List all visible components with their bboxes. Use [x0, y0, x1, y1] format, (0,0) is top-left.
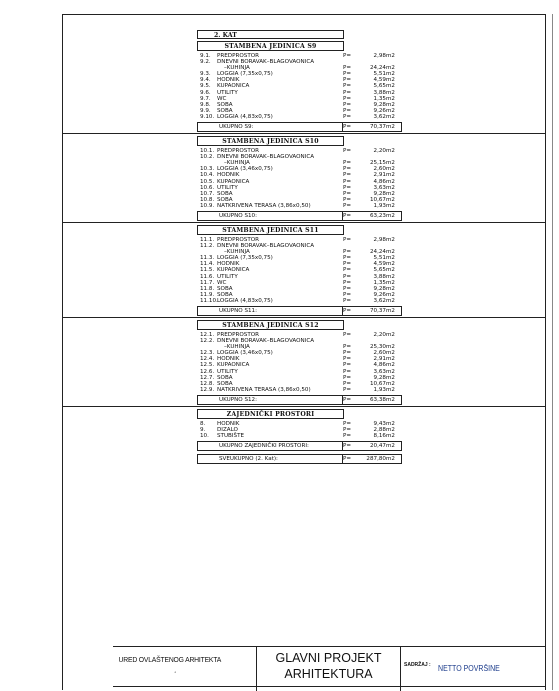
unit-total-value: 70,37m2 [369, 124, 395, 131]
room-name: HODNIK [217, 356, 240, 363]
area-prefix: P= [343, 291, 352, 298]
room-number: 10.6. [200, 184, 215, 191]
project-title-line1: GLAVNI PROJEKT [275, 651, 382, 665]
area-prefix: P= [343, 433, 352, 440]
office-name: URED OVLAŠTENOG ARHITEKTA [118, 655, 222, 664]
unit-block [197, 136, 402, 223]
unit-total-value: 70,37m2 [369, 308, 395, 314]
room-number: 9.7. [200, 95, 211, 102]
room-name: KUPAONICA [217, 83, 250, 90]
area-prefix: P= [343, 362, 352, 369]
grand-total-label: SVEUKUPNO (2. Kat): [219, 456, 278, 463]
area-value: 1,35m2 [373, 95, 395, 102]
room-number: 10.7. [200, 190, 215, 197]
area-value: 3,88m2 [373, 273, 395, 280]
title-block-content-cell [400, 647, 546, 691]
room-name: PREDPROSTOR [217, 148, 260, 155]
sheet-right-edge [552, 14, 553, 690]
area-value: 3,88m2 [373, 89, 395, 96]
room-number: 10.3. [200, 166, 215, 173]
room-number: 11.5. [200, 267, 215, 274]
room-number: 10.2. [200, 154, 215, 161]
area-prefix: P= [343, 77, 352, 84]
area-value: 2,60m2 [373, 166, 395, 173]
section-separator-line [62, 406, 546, 407]
area-prefix: P= [343, 297, 352, 304]
area-value: 3,63m2 [373, 368, 395, 375]
room-number: 11.4. [200, 261, 215, 268]
unit-header: STAMBENA JEDINICA S11 [197, 225, 344, 235]
room-number: 9. [200, 427, 206, 434]
room-number: 10.4. [200, 172, 215, 179]
room-row [197, 203, 402, 209]
room-name: UTILITY [217, 368, 238, 375]
area-value: 9,28m2 [373, 190, 395, 197]
room-number: 8. [200, 420, 206, 427]
room-number: 10.5. [200, 178, 215, 185]
room-name: NATKRIVENA TERASA (3,86x0,50) [217, 386, 311, 393]
room-name: SOBA [217, 190, 233, 197]
room-name: DNEVNI BORAVAK–BLAGOVAONICA [217, 154, 315, 161]
area-value: 2,91m2 [373, 356, 395, 363]
area-prefix: P= [343, 427, 352, 434]
room-name: KUPAONICA [217, 267, 250, 274]
unit-total-prefix: P= [343, 396, 352, 403]
title-block-project-cell [256, 647, 400, 691]
grand-total-prefix: P= [343, 456, 352, 463]
unit-total-row [197, 211, 402, 221]
unit-block [197, 41, 402, 134]
room-name: HODNIK [217, 172, 240, 179]
room-name: WC [217, 95, 227, 102]
area-value: 3,62m2 [373, 113, 395, 120]
area-prefix: P= [343, 386, 352, 393]
area-value: 25,30m2 [369, 344, 395, 351]
area-prefix: P= [343, 178, 352, 185]
unit-total-value: 63,38m2 [369, 396, 395, 403]
room-number: 11.3. [200, 255, 215, 262]
title-block-office-cell [113, 647, 245, 691]
section-separator-line [62, 133, 546, 134]
area-value: 9,28m2 [373, 285, 395, 292]
room-row [197, 298, 402, 304]
room-name: SOBA [217, 380, 233, 387]
area-prefix: P= [343, 107, 352, 114]
room-number: 11.2. [200, 243, 215, 250]
area-prefix: P= [343, 279, 352, 286]
area-value: 9,28m2 [373, 101, 395, 108]
unit-total-row [197, 122, 402, 132]
area-prefix: P= [343, 113, 352, 120]
stamp-mark: ˚ [174, 672, 176, 678]
unit-total-prefix: P= [343, 124, 352, 131]
room-number: 11.9. [200, 291, 215, 298]
area-value: 2,60m2 [373, 350, 395, 357]
room-name: KUPAONICA [217, 178, 250, 185]
area-prefix: P= [343, 202, 352, 209]
room-number: 9.9. [200, 107, 211, 114]
area-prefix: P= [343, 196, 352, 203]
room-number: 12.6. [200, 368, 215, 375]
room-name: SOBA [217, 101, 233, 108]
area-value: 9,28m2 [373, 374, 395, 381]
area-prefix: P= [343, 71, 352, 78]
area-value: 5,65m2 [373, 267, 395, 274]
area-prefix: P= [343, 267, 352, 274]
room-number: 9.10. [200, 113, 215, 120]
unit-header: STAMBENA JEDINICA S10 [197, 136, 344, 146]
title-block [113, 646, 546, 691]
room-number: 12.8. [200, 380, 215, 387]
room-name: LOGGIA (4,83x0,75) [217, 113, 273, 120]
area-value: 1,35m2 [373, 279, 395, 286]
unit-total-label: UKUPNO ZAJEDNIČKI PROSTORI: [219, 443, 309, 450]
area-value: 2,91m2 [373, 172, 395, 179]
area-prefix: P= [343, 420, 352, 427]
area-value: 2,98m2 [373, 53, 395, 59]
area-prefix: P= [343, 368, 352, 375]
area-prefix: P= [343, 160, 352, 167]
room-row [197, 114, 402, 120]
area-prefix: P= [343, 53, 352, 59]
room-number: 12.1. [200, 332, 215, 338]
area-prefix: P= [343, 184, 352, 191]
room-name: HODNIK [217, 261, 240, 268]
grand-total-row [197, 454, 402, 464]
units-container [197, 41, 402, 453]
room-number: 12.9. [200, 386, 215, 393]
room-name: LOGGIA (4,83x0,75) [217, 297, 273, 304]
room-name: SOBA [217, 107, 233, 114]
area-prefix: P= [343, 148, 352, 155]
room-name: –KUHINJA [224, 160, 250, 167]
room-number: 9.5. [200, 83, 211, 90]
area-value: 2,98m2 [373, 236, 395, 243]
section-separator-line [62, 317, 546, 318]
unit-header: ZAJEDNIČKI PROSTORI [197, 409, 344, 419]
area-value: 3,62m2 [373, 297, 395, 304]
unit-block [197, 320, 402, 407]
room-row [197, 387, 402, 393]
area-value: 5,51m2 [373, 71, 395, 78]
area-prefix: P= [343, 172, 352, 179]
room-name: UTILITY [217, 89, 238, 96]
area-prefix: P= [343, 261, 352, 268]
unit-total-row [197, 441, 402, 451]
room-name: DNEVNI BORAVAK–BLAGOVAONICA [217, 59, 315, 66]
area-prefix: P= [343, 166, 352, 173]
room-name: NATKRIVENA TERASA (3,86x0,50) [217, 202, 311, 209]
unit-total-prefix: P= [343, 308, 352, 314]
area-value: 4,86m2 [373, 362, 395, 369]
room-number: 11.10. [200, 297, 218, 304]
room-number: 12.3. [200, 350, 215, 357]
area-value: 1,93m2 [373, 202, 395, 209]
room-name: SOBA [217, 285, 233, 292]
room-number: 12.2. [200, 338, 215, 345]
area-value: 2,20m2 [373, 148, 395, 155]
room-name: LOGGIA (7,35x0,75) [217, 71, 273, 78]
room-name: DNEVNI BORAVAK–BLAGOVAONICA [217, 243, 315, 250]
area-value: 9,43m2 [373, 420, 395, 427]
room-name: PREDPROSTOR [217, 236, 260, 243]
content-value: NETTO POVRŠINE [438, 664, 500, 673]
unit-total-label: UKUPNO S10: [219, 212, 257, 219]
unit-total-prefix: P= [343, 443, 352, 450]
content-label: SADRŽAJ : [404, 662, 431, 668]
room-name: SOBA [217, 196, 233, 203]
area-value: 25,15m2 [369, 160, 395, 167]
room-number: 9.8. [200, 101, 211, 108]
unit-total-label: UKUPNO S9: [219, 124, 254, 131]
area-prefix: P= [343, 83, 352, 90]
room-name: DIZALO [217, 427, 238, 434]
area-table [197, 30, 402, 464]
area-value: 4,59m2 [373, 77, 395, 84]
room-number: 11.6. [200, 273, 215, 280]
area-prefix: P= [343, 356, 352, 363]
area-prefix: P= [343, 273, 352, 280]
area-prefix: P= [343, 255, 352, 262]
room-number: 9.3. [200, 71, 211, 78]
area-value: 24,24m2 [369, 65, 395, 72]
area-prefix: P= [343, 101, 352, 108]
room-number: 11.1. [200, 236, 215, 243]
area-prefix: P= [343, 350, 352, 357]
room-name: DNEVNI BORAVAK–BLAGOVAONICA [217, 338, 315, 345]
room-name: PREDPROSTOR [217, 332, 260, 338]
unit-block [197, 225, 402, 318]
room-name: LOGGIA (3,46x0,75) [217, 166, 273, 173]
room-name: SOBA [217, 291, 233, 298]
area-prefix: P= [343, 344, 352, 351]
area-value: 2,88m2 [373, 427, 395, 434]
area-value: 2,20m2 [373, 332, 395, 338]
room-name: HODNIK [217, 77, 240, 84]
unit-total-row [197, 306, 402, 316]
room-name: UTILITY [217, 273, 238, 280]
unit-total-row [197, 395, 402, 405]
area-value: 5,51m2 [373, 255, 395, 262]
room-number: 10.8. [200, 196, 215, 203]
unit-header: STAMBENA JEDINICA S9 [197, 41, 344, 51]
area-prefix: P= [343, 65, 352, 72]
area-prefix: P= [343, 89, 352, 96]
unit-header: STAMBENA JEDINICA S12 [197, 320, 344, 330]
room-name: KUPAONICA [217, 362, 250, 369]
title-block-bottom-line [113, 686, 546, 687]
unit-total-value: 63,23m2 [369, 212, 395, 219]
project-title-line2: ARHITEKTURA [284, 667, 373, 681]
room-name: –KUHINJA [224, 344, 250, 351]
room-number: 11.8. [200, 285, 215, 292]
room-number: 9.2. [200, 59, 211, 66]
room-name: SOBA [217, 374, 233, 381]
area-prefix: P= [343, 249, 352, 256]
room-number: 12.7. [200, 374, 215, 381]
area-prefix: P= [343, 374, 352, 381]
section-separator-line [62, 222, 546, 223]
room-number: 12.5. [200, 362, 215, 369]
unit-total-label: UKUPNO S11: [219, 308, 257, 314]
area-value: 1,93m2 [373, 386, 395, 393]
room-number: 9.1. [200, 53, 211, 59]
unit-total-label: UKUPNO S12: [219, 396, 257, 403]
grand-total-value: 287,80m2 [366, 456, 395, 463]
room-number: 12.4. [200, 356, 215, 363]
floor-header: 2. KAT [197, 30, 344, 39]
room-number: 10. [200, 433, 209, 440]
area-prefix: P= [343, 95, 352, 102]
room-number: 11.7. [200, 279, 215, 286]
unit-total-value: 20,47m2 [369, 443, 395, 450]
room-name: UTILITY [217, 184, 238, 191]
area-value: 10,67m2 [369, 380, 395, 387]
area-value: 5,65m2 [373, 83, 395, 90]
room-name: PREDPROSTOR [217, 53, 260, 59]
area-prefix: P= [343, 285, 352, 292]
unit-total-prefix: P= [343, 212, 352, 219]
room-number: 10.1. [200, 148, 215, 155]
area-value: 24,24m2 [369, 249, 395, 256]
area-value: 4,59m2 [373, 261, 395, 268]
room-name: LOGGIA (3,46x0,75) [217, 350, 273, 357]
area-prefix: P= [343, 380, 352, 387]
room-name: STUBIŠTE [217, 433, 245, 440]
room-name: –KUHINJA [224, 249, 250, 256]
room-name: HODNIK [217, 420, 240, 427]
room-number: 9.6. [200, 89, 211, 96]
room-name: –KUHINJA [224, 65, 250, 72]
room-name: WC [217, 279, 227, 286]
area-prefix: P= [343, 332, 352, 338]
unit-block [197, 409, 402, 453]
area-value: 10,67m2 [369, 196, 395, 203]
area-value: 9,26m2 [373, 291, 395, 298]
area-value: 4,86m2 [373, 178, 395, 185]
room-number: 9.4. [200, 77, 211, 84]
room-name: LOGGIA (7,35x0,75) [217, 255, 273, 262]
room-row [197, 433, 402, 439]
room-number: 10.9. [200, 202, 215, 209]
area-value: 3,63m2 [373, 184, 395, 191]
area-prefix: P= [343, 236, 352, 243]
area-value: 9,26m2 [373, 107, 395, 114]
area-prefix: P= [343, 190, 352, 197]
area-value: 8,16m2 [373, 433, 395, 440]
